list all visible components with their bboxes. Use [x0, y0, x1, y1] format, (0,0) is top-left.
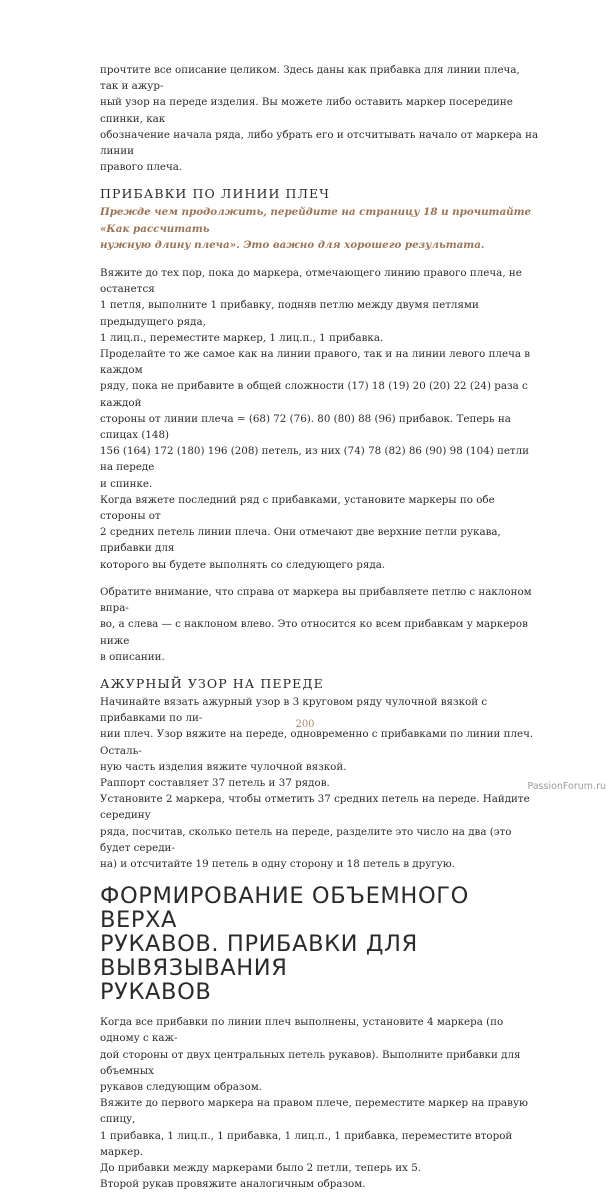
heading-line: ФОРМИРОВАНИЕ ОБЪЕМНОГО ВЕРХА — [100, 883, 469, 934]
attention-paragraph — [100, 584, 540, 665]
text-line: ную часть изделия вяжите чулочной вязкой. — [100, 760, 347, 773]
text-line: правого плеча. — [100, 161, 183, 174]
intro-paragraph — [100, 62, 540, 175]
text-line: 1 прибавка, 1 лиц.п., 1 прибавка, 1 лиц.п., 1 прибавка, переместите второй маркер. — [100, 1129, 513, 1158]
text-line: Когда все прибавки по линии плеч выполнены, установите 4 маркера (по одному с каж- — [100, 1016, 504, 1045]
text-line: обозначение начала ряда, либо убрать его и отсчитывать начало от маркера на линии — [100, 128, 539, 158]
text-line: Начинайте вязать ажурный узор в 3 круговом ряду чулочной вязкой с прибавками по ли- — [100, 695, 488, 725]
text-line: Второй рукав провяжите аналогичным образом. — [100, 1178, 366, 1191]
text-line: 1 петля, выполните 1 прибавку, подняв петлю между двумя петлями предыдущего ряда, — [100, 299, 479, 328]
text-line: 2 средних петель линии плеча. Они отмечают две верхние петли рукава, прибавки для — [100, 526, 501, 555]
text-line: Установите 2 маркера, чтобы отметить 37 средних петель на переде. Найдите середину — [100, 793, 530, 822]
text-line: Вяжите до первого маркера на правом плече, переместите маркер на правую спицу, — [100, 1097, 529, 1126]
text-line: ряду, пока не прибавите в общей сложности (17) 18 (19) 20 (20) 22 (24) раза с каждой — [100, 380, 528, 409]
text-line: 156 (164) 172 (180) 196 (208) петель, из них (74) 78 (82) 86 (90) 98 (104) петли на переде — [100, 445, 530, 474]
text-line: До прибавки между маркерами было 2 петли, теперь их 5. — [100, 1161, 422, 1174]
italic-note — [100, 204, 540, 253]
text-line: во, а слева — с наклоном влево. Это относится ко всем прибавкам у маркеров ниже — [100, 618, 528, 647]
shoulder-increases-paragraph — [100, 265, 540, 573]
text-line: ный узор на переде изделия. Вы можете либо оставить маркер посередине спинки, как — [100, 96, 513, 125]
text-line: в описании. — [100, 650, 165, 663]
text-line: рукавов следующим образом. — [100, 1080, 262, 1093]
text-line: Раппорт составляет 37 петель и 37 рядов. — [100, 776, 330, 789]
heading-line: РУКАВОВ — [100, 979, 212, 1006]
text-line: Проделайте то же самое как на линии правого, так и на линии левого плеча в каждом — [100, 348, 531, 377]
text-line: которого вы будете выполнять со следующего ряда. — [100, 558, 386, 571]
chapter-heading — [100, 884, 540, 1004]
section-heading-lace-pattern: АЖУРНЫЙ УЗОР НА ПЕРЕДЕ — [100, 675, 324, 691]
text-line: дой стороны от двух центральных петель рукавов). Выполните прибавки для объемных — [100, 1048, 521, 1077]
text-line: Прежде чем продолжить, перейдите на страницу 18 и прочитайте «Как рассчитать — [100, 206, 532, 235]
heading-line: РУКАВОВ. ПРИБАВКИ ДЛЯ ВЫВЯЗЫВАНИЯ — [100, 931, 418, 982]
text-line: Обратите внимание, что справа от маркера вы прибавляете петлю с наклоном впра- — [100, 585, 532, 615]
text-line: Вяжите до тех пор, пока до маркера, отмечающего линию правого плеча, не останется — [100, 267, 522, 296]
text-line: 1 лиц.п., переместите маркер, 1 лиц.п., 1 прибавка. — [100, 331, 384, 344]
text-line: на) и отсчитайте 19 петель в одну сторону и 18 петель в другую. — [100, 857, 455, 870]
section-heading-shoulder-increases: ПРИБАВКИ ПО ЛИНИИ ПЛЕЧ — [100, 186, 331, 202]
text-line: стороны от линии плеча = (68) 72 (76). 80 (80) 88 (96) прибавок. Теперь на спицах (148) — [100, 412, 511, 442]
watermark: PassionForum.ru — [527, 781, 606, 792]
page-content — [100, 62, 540, 1192]
text-line: прочтите все описание целиком. Здесь даны как прибавка для линии плеча, так и ажур- — [100, 64, 520, 93]
text-line: Когда вяжете последний ряд с прибавками, установите маркеры по обе стороны от — [100, 493, 495, 523]
text-line: нии плеч. Узор вяжите на переде, одновременно с прибавками по линии плеч. Осталь- — [100, 728, 534, 757]
text-line: ряда, посчитав, сколько петель на переде, разделите это число на два (это будет середи- — [100, 825, 512, 854]
text-line: и спинке. — [100, 477, 153, 490]
page-number: 200 — [295, 719, 315, 730]
text-line: нужную длину плеча». Это важно для хорошего результата. — [100, 238, 485, 251]
sleeve-increases-paragraph — [100, 1014, 540, 1192]
